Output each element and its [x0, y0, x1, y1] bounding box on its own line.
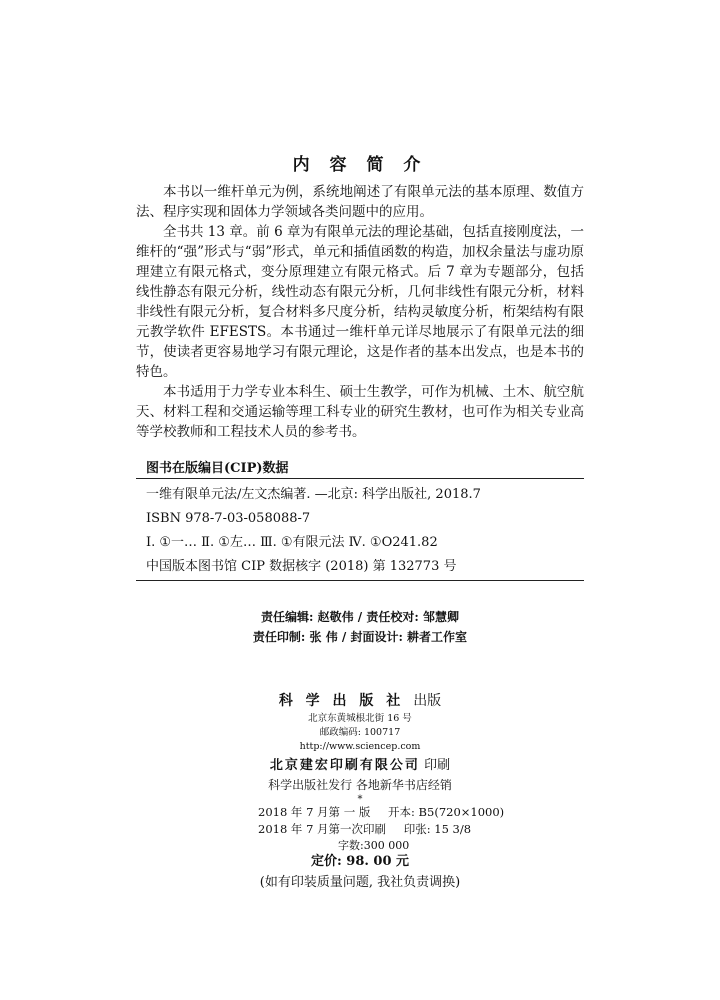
- editor-line: 责任编辑: 赵敬伟 / 责任校对: 邹慧卿: [261, 610, 459, 624]
- publisher-block: [0, 690, 720, 806]
- summary-text: [136, 182, 584, 442]
- print-line: 2018 年 7 月第一次印刷: [258, 822, 387, 836]
- summary-paragraph: 本书适用于力学专业本科生、硕士生教学，可作为机械、土木、航空航天、材料工程和交通运输等理工科专业的研究生教材，也可作为相关专业高等学校教师和工程技术人员的参考书。: [136, 384, 584, 440]
- quality-notice: (如有印装质量问题, 我社负责调换): [259, 875, 461, 890]
- print-row: [258, 821, 504, 838]
- publisher-postcode: 邮政编码: 100717: [319, 727, 401, 738]
- cip-bottom-rule: [136, 580, 584, 581]
- publisher-name: [0, 690, 720, 712]
- word-count: 字数:300 000: [338, 839, 410, 852]
- cip-line: ISBN 978-7-03-058088-7: [146, 511, 311, 526]
- book-price: 定价: 98. 00 元: [310, 854, 410, 869]
- edition-row: [258, 804, 504, 821]
- book-format: 开本: B5(720×1000): [388, 805, 505, 819]
- distribution-line: 科学出版社发行 各地新华书店经销: [268, 778, 452, 792]
- printer-line: [0, 756, 720, 776]
- summary-paragraph: 本书以一维杆单元为例，系统地阐述了有限单元法的基本原理、数值方法、程序实现和固体力学领域各类问题中的应用。: [136, 184, 584, 220]
- summary-title: 内 容 简 介: [292, 155, 428, 175]
- printer-name: 北京建宏印刷有限公司: [269, 758, 420, 773]
- cip-top-rule: [136, 478, 584, 479]
- publisher-name-text: 科 学 出 版 社: [278, 693, 405, 709]
- cip-line: Ⅰ. ①一… Ⅱ. ①左… Ⅲ. ①有限元法 Ⅳ. ①O241.82: [146, 535, 438, 550]
- publisher-suffix: 出版: [413, 693, 442, 709]
- separator-mark: *: [357, 794, 363, 805]
- publisher-address: 北京东黄城根北街 16 号: [308, 713, 412, 724]
- edition-info: [258, 804, 504, 838]
- editor-line: 责任印制: 张 伟 / 封面设计: 耕者工作室: [252, 630, 468, 644]
- cip-record: [146, 483, 582, 579]
- summary-paragraph: 全书共 13 章。前 6 章为有限单元法的理论基础，包括直接刚度法，一维杆的“强”形式与“弱”形式，单元和插值函数的构造，加权余量法与虚功原理建立有限元格式，变分原理建立有限元格式。后 7 章为专题部分，包括线性静态有限元分析，线性动态有限元分析，几何非线性有限元分析，材料非线性有限元分析，复合材料多尺度分析，结构灵敏度分析，桁架结构有限元教学软件 EFESTS。本书通过一维杆单元详尽地展示了有限单元法的细节，使读者更容易地学习有限元理论，这是作者的基本出发点，也是本书的特色。: [136, 224, 584, 380]
- printer-suffix: 印刷: [424, 758, 451, 773]
- editor-credits: [0, 607, 720, 647]
- cip-line: 一维有限单元法/左文杰编著. —北京: 科学出版社, 2018.7: [146, 487, 481, 502]
- cip-line: 中国版本图书馆 CIP 数据核字 (2018) 第 132773 号: [146, 559, 457, 574]
- publisher-website: http://www.sciencep.com: [299, 741, 421, 752]
- cip-heading: 图书在版编目(CIP)数据: [146, 461, 289, 476]
- print-sheets: 印张: 15 3/8: [403, 822, 472, 836]
- edition-line: 2018 年 7 月第 一 版: [258, 805, 371, 819]
